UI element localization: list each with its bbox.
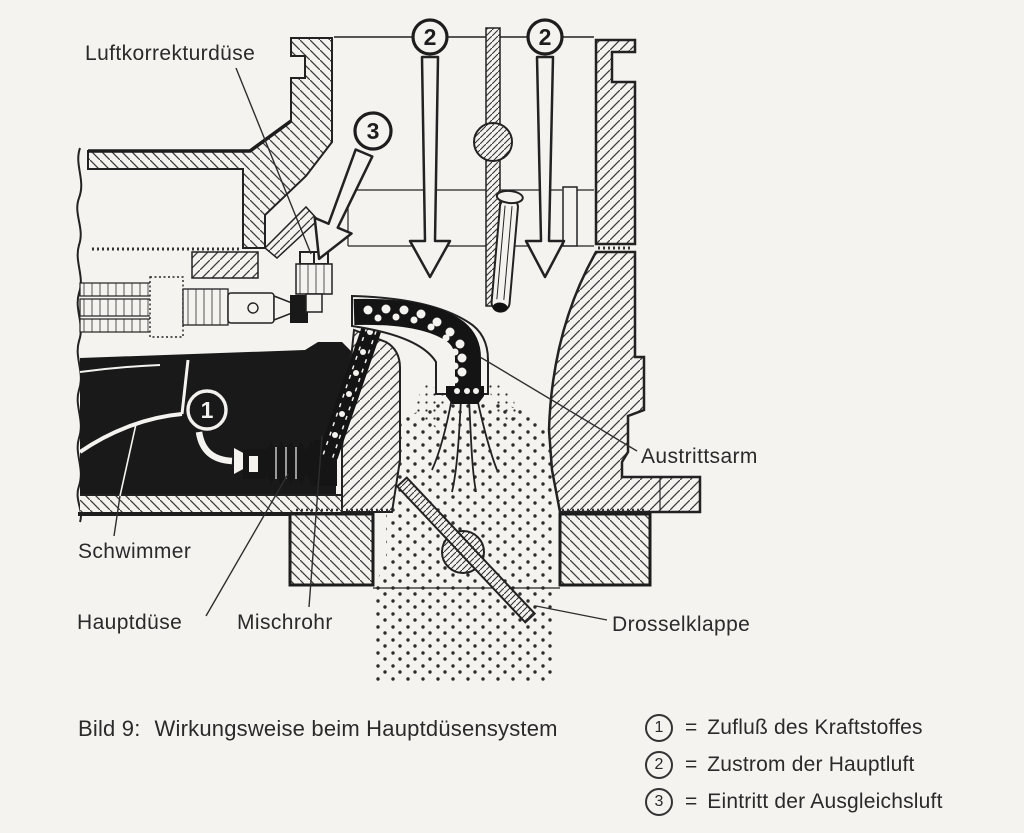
choke-shaft-ball <box>474 123 512 161</box>
legend-badge-2: 2 <box>645 751 673 779</box>
figure-number: Bild 9: <box>78 716 141 741</box>
label-drosselklappe: Drosselklappe <box>612 613 751 636</box>
label-mischrohr: Mischrohr <box>237 611 333 634</box>
label-austrittsarm: Austrittsarm <box>641 445 758 468</box>
legend-item <box>645 788 943 815</box>
legend <box>645 714 943 825</box>
legend-label-2: Zustrom der Hauptluft <box>707 752 915 776</box>
legend-label-1: Zufluß des Kraftstoffes <box>707 715 923 739</box>
legend-label-3: Eintritt der Ausgleichsluft <box>707 789 943 813</box>
fuel-inlet-valve <box>80 252 308 337</box>
legend-item <box>645 714 943 741</box>
legend-badge-3: 3 <box>645 788 673 816</box>
air-horn-internals <box>334 28 594 314</box>
figure-caption <box>78 716 558 742</box>
airflow-arrows <box>301 57 564 277</box>
badge-1-number: 1 <box>200 397 214 423</box>
figure-title: Wirkungsweise beim Hauptdüsensystem <box>154 716 558 741</box>
main-air-arrow-left <box>410 57 450 277</box>
badge-2-left-number: 2 <box>423 24 437 50</box>
legend-equals: = <box>685 715 698 739</box>
lower-right-block <box>560 514 650 585</box>
label-schwimmer: Schwimmer <box>78 540 192 563</box>
body-right-mass <box>549 252 700 512</box>
lower-left-block <box>290 514 373 585</box>
main-air-arrow-right <box>526 57 564 277</box>
label-hauptduese: Hauptdüse <box>77 611 183 634</box>
badges <box>355 20 562 149</box>
badge-3-number: 3 <box>366 118 380 144</box>
label-luftkorrekturduese: Luftkorrekturdüse <box>85 42 256 65</box>
legend-equals: = <box>685 752 698 776</box>
legend-item <box>645 751 943 778</box>
legend-equals: = <box>685 789 698 813</box>
legend-badge-1: 1 <box>645 714 673 742</box>
badge-2-right-number: 2 <box>538 24 552 50</box>
air-horn-right-wall <box>596 40 635 244</box>
